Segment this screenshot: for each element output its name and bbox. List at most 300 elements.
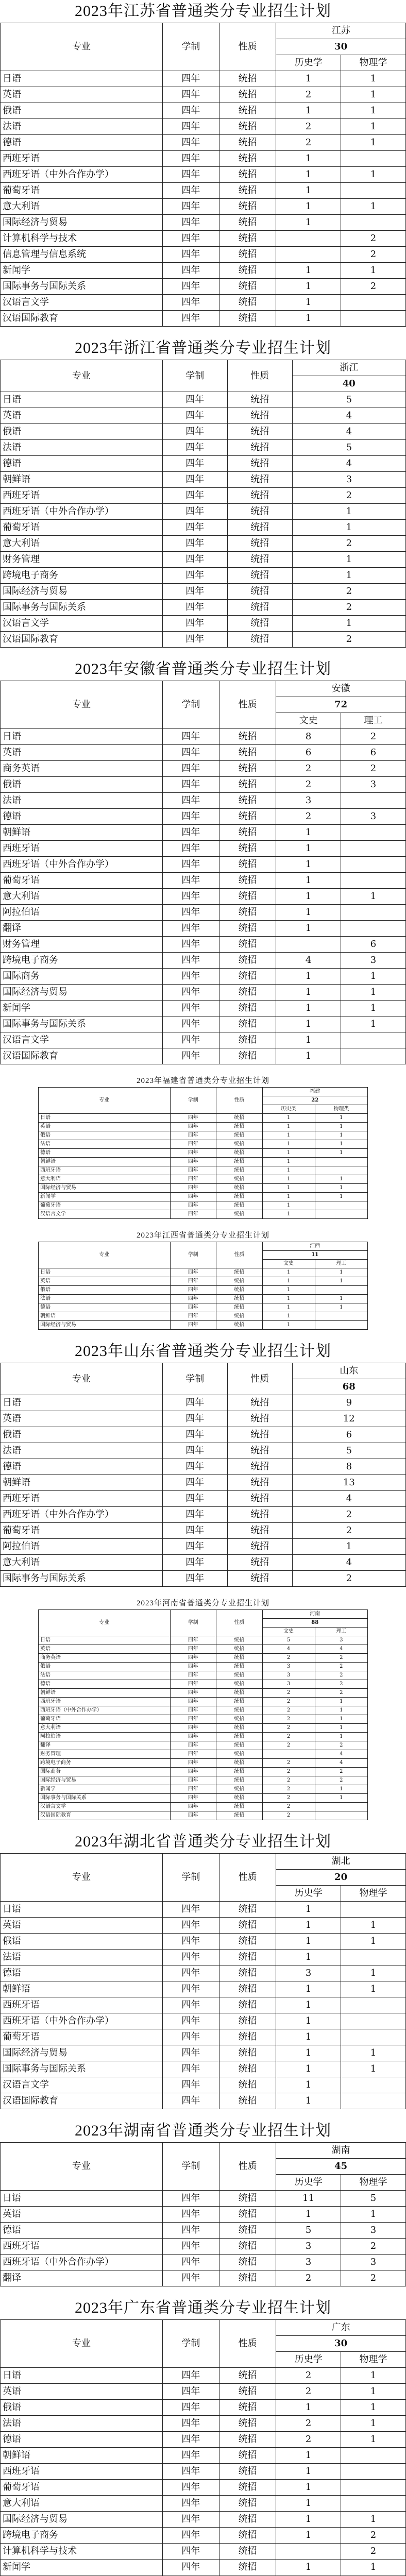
- quota-cell: 6: [341, 745, 406, 761]
- quota-cell: 4: [276, 953, 341, 969]
- quota-cell: 1: [315, 1184, 367, 1193]
- duration-cell: 四年: [162, 729, 219, 745]
- subject-type-header: 理工: [315, 1260, 367, 1268]
- header-row: [39, 1610, 368, 1619]
- table-row: [39, 1286, 368, 1295]
- quota-cell: [315, 1158, 367, 1166]
- quota-cell: 2: [315, 1776, 367, 1785]
- type-cell: 统招: [227, 600, 292, 616]
- subject-type-header: 理工: [315, 1628, 367, 1636]
- header-row: [1, 1854, 406, 1870]
- quota-cell: 1: [262, 1123, 315, 1131]
- plan-table: [0, 2142, 406, 2286]
- duration-cell: 四年: [162, 2448, 219, 2464]
- column-header: 专业: [39, 1610, 171, 1636]
- quota-cell: 1: [262, 1114, 315, 1123]
- major-cell: 国际经济与贸易: [1, 2045, 163, 2061]
- duration-cell: 四年: [162, 1918, 219, 1934]
- major-cell: 商务英语: [39, 1654, 171, 1663]
- column-header: 学制: [170, 1242, 216, 1268]
- table-row: [1, 87, 406, 103]
- duration-cell: 四年: [162, 1411, 227, 1427]
- quota-cell: 2: [276, 2432, 341, 2448]
- type-cell: 统招: [219, 167, 276, 183]
- province-header: 福建: [262, 1088, 368, 1096]
- duration-cell: 四年: [162, 1981, 219, 1997]
- quota-cell: 2: [262, 1706, 315, 1715]
- column-header: 学制: [162, 2320, 219, 2368]
- quota-cell: 1: [276, 2448, 341, 2464]
- quota-cell: 4: [262, 1645, 315, 1654]
- type-cell: 统招: [219, 2432, 276, 2448]
- duration-cell: 四年: [162, 825, 219, 841]
- type-cell: 统招: [216, 1794, 262, 1803]
- duration-cell: 四年: [170, 1671, 216, 1680]
- duration-cell: 四年: [170, 1759, 216, 1768]
- type-cell: 统招: [219, 263, 276, 279]
- quota-cell: 4: [292, 1555, 405, 1571]
- type-cell: 统招: [216, 1149, 262, 1158]
- quota-cell: 1: [341, 2512, 406, 2528]
- duration-cell: 四年: [170, 1698, 216, 1706]
- column-header: 性质: [219, 681, 276, 729]
- province-total: 20: [276, 1870, 406, 1886]
- major-cell: 俄语: [1, 1934, 163, 1950]
- plan-title: 2023年福建省普通类分专业招生计划: [136, 1077, 269, 1085]
- major-cell: 俄语: [1, 424, 163, 440]
- table-row: [1, 2384, 406, 2400]
- duration-cell: 四年: [162, 103, 219, 119]
- duration-cell: 四年: [162, 2400, 219, 2416]
- quota-cell: 1: [262, 1268, 315, 1277]
- type-cell: 统招: [216, 1158, 262, 1166]
- header-row: [1, 1363, 406, 1379]
- table-row: [1, 1001, 406, 1016]
- province-total: 88: [262, 1619, 368, 1628]
- duration-cell: 四年: [162, 2368, 219, 2384]
- quota-cell: 2: [262, 1794, 315, 1803]
- quota-cell: 1: [276, 2560, 341, 2575]
- type-cell: 统招: [216, 1741, 262, 1750]
- quota-cell: 1: [262, 1193, 315, 1201]
- quota-cell: 1: [276, 1902, 341, 1918]
- table-row: [1, 1981, 406, 1997]
- quota-cell: 1: [315, 1724, 367, 1733]
- column-header: 专业: [1, 360, 163, 392]
- quota-cell: 2: [341, 2270, 406, 2286]
- quota-cell: 5: [292, 1443, 405, 1459]
- major-cell: 英语: [1, 745, 163, 761]
- quota-cell: 4: [315, 1645, 367, 1654]
- table-row: [1, 632, 406, 648]
- major-cell: 国际经济与贸易: [39, 1776, 171, 1785]
- major-cell: 财务管理: [1, 552, 163, 568]
- quota-cell: 1: [315, 1268, 367, 1277]
- table-row: [39, 1671, 368, 1680]
- quota-cell: 2: [262, 1715, 315, 1724]
- table-row: [1, 2077, 406, 2093]
- table-row: [39, 1158, 368, 1166]
- header-row: [1, 360, 406, 376]
- duration-cell: 四年: [162, 616, 227, 632]
- table-row: [1, 199, 406, 215]
- major-cell: 新闻学: [39, 1785, 171, 1794]
- duration-cell: 四年: [162, 1902, 219, 1918]
- quota-cell: 1: [276, 151, 341, 167]
- quota-cell: 8: [276, 729, 341, 745]
- province-total: 11: [262, 1251, 368, 1260]
- plan-table: [0, 681, 406, 1064]
- table-row: [39, 1759, 368, 1768]
- quota-cell: 1: [262, 1201, 315, 1210]
- quota-cell: 2: [262, 1741, 315, 1750]
- duration-cell: 四年: [162, 2528, 219, 2544]
- table-row: [39, 1706, 368, 1715]
- type-cell: 统招: [219, 2448, 276, 2464]
- quota-cell: [315, 1312, 367, 1321]
- duration-cell: 四年: [162, 1427, 227, 1443]
- major-cell: 新闻学: [1, 1001, 163, 1016]
- table-row: [1, 488, 406, 504]
- quota-cell: 2: [315, 1680, 367, 1689]
- header-row: [1, 2320, 406, 2336]
- subject-type-header: 物理学: [341, 2352, 406, 2368]
- type-cell: 统招: [219, 2480, 276, 2496]
- quota-cell: [341, 2093, 406, 2109]
- quota-cell: [341, 841, 406, 857]
- quota-cell: 1: [315, 1193, 367, 1201]
- column-header: 专业: [1, 1854, 163, 1902]
- major-cell: 葡萄牙语: [39, 1715, 171, 1724]
- major-cell: 葡萄牙语: [1, 873, 163, 889]
- major-cell: 日语: [39, 1636, 171, 1645]
- quota-cell: 1: [276, 1032, 341, 1048]
- quota-cell: [341, 1032, 406, 1048]
- type-cell: 统招: [227, 488, 292, 504]
- quota-cell: 1: [276, 1001, 341, 1016]
- table-row: [1, 921, 406, 937]
- column-header: 学制: [170, 1610, 216, 1636]
- quota-cell: 2: [276, 135, 341, 151]
- major-cell: 法语: [39, 1295, 171, 1303]
- major-cell: 英语: [1, 1411, 163, 1427]
- quota-cell: 2: [315, 1768, 367, 1776]
- quota-cell: 1: [341, 103, 406, 119]
- table-row: [1, 2560, 406, 2575]
- major-cell: 新闻学: [1, 263, 163, 279]
- major-cell: 西班牙语: [1, 2464, 163, 2480]
- subject-type-header: 文史: [262, 1628, 315, 1636]
- table-row: [39, 1268, 368, 1277]
- type-cell: 统招: [227, 1395, 292, 1411]
- subject-type-header: 文史: [276, 713, 341, 729]
- type-cell: 统招: [227, 552, 292, 568]
- type-cell: 统招: [219, 2191, 276, 2207]
- quota-cell: 1: [341, 1981, 406, 1997]
- major-cell: 法语: [1, 119, 163, 135]
- quota-cell: 3: [341, 809, 406, 825]
- quota-cell: [262, 1750, 315, 1759]
- duration-cell: 四年: [162, 1459, 227, 1475]
- quota-cell: 2: [292, 536, 405, 552]
- table-row: [1, 905, 406, 921]
- table-row: [39, 1123, 368, 1131]
- major-cell: 法语: [39, 1671, 171, 1680]
- table-row: [39, 1750, 368, 1759]
- type-cell: 统招: [216, 1663, 262, 1671]
- major-cell: 跨境电子商务: [1, 568, 163, 584]
- quota-cell: 1: [315, 1715, 367, 1724]
- duration-cell: 四年: [170, 1715, 216, 1724]
- major-cell: 国际事务与国际关系: [1, 600, 163, 616]
- quota-cell: 13: [292, 1475, 405, 1491]
- quota-cell: 1: [341, 889, 406, 905]
- quota-cell: 2: [276, 2384, 341, 2400]
- table-row: [1, 183, 406, 199]
- province-total: 30: [276, 2336, 406, 2352]
- duration-cell: 四年: [170, 1131, 216, 1140]
- quota-cell: 1: [292, 552, 405, 568]
- table-row: [39, 1803, 368, 1811]
- table-row: [1, 1965, 406, 1981]
- quota-cell: 1: [276, 905, 341, 921]
- major-cell: 朝鲜语: [1, 1981, 163, 1997]
- major-cell: 汉语言文学: [1, 295, 163, 311]
- duration-cell: 四年: [162, 1475, 227, 1491]
- subject-type-header: 物理学: [341, 1886, 406, 1902]
- major-cell: 英语: [1, 2207, 163, 2223]
- quota-cell: 3: [341, 777, 406, 793]
- quota-cell: [315, 1803, 367, 1811]
- quota-cell: 4: [315, 1750, 367, 1759]
- type-cell: 统招: [219, 809, 276, 825]
- type-cell: 统招: [227, 1571, 292, 1587]
- major-cell: 翻译: [39, 1741, 171, 1750]
- table-row: [39, 1210, 368, 1219]
- plan-section-shandong: [0, 1340, 406, 1587]
- type-cell: 统招: [216, 1785, 262, 1794]
- column-header: 性质: [219, 1854, 276, 1902]
- quota-cell: 1: [315, 1131, 367, 1140]
- table-row: [1, 2270, 406, 2286]
- type-cell: 统招: [219, 1965, 276, 1981]
- quota-cell: 4: [292, 1491, 405, 1507]
- column-header: 性质: [219, 23, 276, 71]
- major-cell: 法语: [1, 1950, 163, 1965]
- type-cell: 统招: [219, 2239, 276, 2255]
- major-cell: 计算机科学与技术: [1, 231, 163, 247]
- province-header: 江苏: [276, 23, 406, 39]
- quota-cell: 1: [276, 71, 341, 87]
- quota-cell: 2: [262, 1759, 315, 1768]
- table-row: [1, 311, 406, 327]
- major-cell: 英语: [1, 1918, 163, 1934]
- table-row: [39, 1645, 368, 1654]
- duration-cell: 四年: [170, 1645, 216, 1654]
- province-total: 45: [276, 2159, 406, 2175]
- quota-cell: [341, 2013, 406, 2029]
- major-cell: 汉语言文学: [1, 616, 163, 632]
- type-cell: 统招: [227, 1491, 292, 1507]
- plan-table: [0, 1363, 406, 1587]
- quota-cell: 2: [276, 761, 341, 777]
- major-cell: 国际商务: [39, 1768, 171, 1776]
- type-cell: 统招: [227, 1427, 292, 1443]
- table-row: [39, 1193, 368, 1201]
- table-row: [1, 568, 406, 584]
- province-header: 浙江: [292, 360, 405, 376]
- duration-cell: 四年: [162, 2496, 219, 2512]
- duration-cell: 四年: [162, 2191, 219, 2207]
- table-row: [1, 552, 406, 568]
- type-cell: 统招: [227, 440, 292, 456]
- duration-cell: 四年: [170, 1268, 216, 1277]
- table-row: [1, 536, 406, 552]
- quota-cell: 1: [276, 1997, 341, 2013]
- quota-cell: 5: [276, 2223, 341, 2239]
- quota-cell: 1: [315, 1149, 367, 1158]
- type-cell: 统招: [219, 2528, 276, 2544]
- quota-cell: 8: [292, 1459, 405, 1475]
- quota-cell: 1: [341, 2416, 406, 2432]
- quota-cell: 1: [276, 1016, 341, 1032]
- quota-cell: 1: [276, 2013, 341, 2029]
- quota-cell: 2: [276, 87, 341, 103]
- quota-cell: 5: [262, 1636, 315, 1645]
- column-header: 学制: [162, 681, 219, 729]
- major-cell: 西班牙语（中外合作办学）: [1, 1507, 163, 1523]
- quota-cell: 1: [292, 1539, 405, 1555]
- table-row: [39, 1636, 368, 1645]
- major-cell: 阿拉伯语: [39, 1733, 171, 1741]
- duration-cell: 四年: [170, 1295, 216, 1303]
- major-cell: 俄语: [1, 103, 163, 119]
- duration-cell: 四年: [170, 1811, 216, 1820]
- type-cell: 统招: [216, 1698, 262, 1706]
- duration-cell: 四年: [170, 1803, 216, 1811]
- major-cell: 西班牙语（中外合作办学）: [1, 167, 163, 183]
- type-cell: 统招: [219, 1981, 276, 1997]
- type-cell: 统招: [219, 199, 276, 215]
- table-row: [1, 1016, 406, 1032]
- duration-cell: 四年: [170, 1123, 216, 1131]
- duration-cell: 四年: [162, 1443, 227, 1459]
- quota-cell: 4: [292, 408, 405, 424]
- quota-cell: 1: [315, 1277, 367, 1286]
- subject-type-header: 历史学: [276, 1886, 341, 1902]
- type-cell: 统招: [227, 1539, 292, 1555]
- duration-cell: 四年: [162, 873, 219, 889]
- type-cell: 统招: [219, 745, 276, 761]
- major-cell: 财务管理: [39, 1750, 171, 1759]
- type-cell: 统招: [219, 71, 276, 87]
- type-cell: 统招: [216, 1768, 262, 1776]
- quota-cell: [341, 2448, 406, 2464]
- type-cell: 统招: [216, 1811, 262, 1820]
- major-cell: 法语: [1, 440, 163, 456]
- quota-cell: 1: [276, 2528, 341, 2544]
- table-row: [1, 616, 406, 632]
- major-cell: 俄语: [39, 1663, 171, 1671]
- plan-table: [0, 1853, 406, 2109]
- column-header: 专业: [1, 2320, 163, 2368]
- quota-cell: [341, 905, 406, 921]
- major-cell: 汉语言文学: [1, 2077, 163, 2093]
- table-row: [39, 1201, 368, 1210]
- table-row: [1, 2207, 406, 2223]
- table-row: [39, 1794, 368, 1803]
- plan-table: [38, 1242, 368, 1330]
- quota-cell: 1: [341, 135, 406, 151]
- plan-title: 2023年江西省普通类分专业招生计划: [136, 1231, 269, 1240]
- column-header: 性质: [219, 2143, 276, 2191]
- major-cell: 俄语: [39, 1286, 171, 1295]
- major-cell: 葡萄牙语: [1, 2480, 163, 2496]
- quota-cell: 2: [262, 1776, 315, 1785]
- type-cell: 统招: [219, 2512, 276, 2528]
- quota-cell: 12: [292, 1411, 405, 1427]
- type-cell: 统招: [227, 1555, 292, 1571]
- quota-cell: 1: [341, 2400, 406, 2416]
- major-cell: 葡萄牙语: [1, 1523, 163, 1539]
- major-cell: 德语: [1, 2223, 163, 2239]
- plan-section-anhui: [0, 658, 406, 1064]
- quota-cell: [315, 1166, 367, 1175]
- duration-cell: 四年: [162, 2207, 219, 2223]
- quota-cell: 2: [292, 600, 405, 616]
- major-cell: 阿拉伯语: [1, 1539, 163, 1555]
- table-row: [1, 103, 406, 119]
- table-row: [1, 1997, 406, 2013]
- type-cell: 统招: [219, 2496, 276, 2512]
- duration-cell: 四年: [162, 504, 227, 520]
- quota-cell: 1: [341, 1934, 406, 1950]
- duration-cell: 四年: [170, 1706, 216, 1715]
- duration-cell: 四年: [162, 1539, 227, 1555]
- duration-cell: 四年: [170, 1689, 216, 1698]
- duration-cell: 四年: [170, 1768, 216, 1776]
- major-cell: 翻译: [1, 2270, 163, 2286]
- quota-cell: 2: [262, 1698, 315, 1706]
- quota-cell: [315, 1321, 367, 1330]
- quota-cell: 1: [341, 1918, 406, 1934]
- table-row: [1, 472, 406, 488]
- type-cell: 统招: [219, 2013, 276, 2029]
- table-row: [1, 424, 406, 440]
- duration-cell: 四年: [162, 584, 227, 600]
- quota-cell: 3: [262, 1671, 315, 1680]
- duration-cell: 四年: [162, 231, 219, 247]
- quota-cell: 1: [315, 1698, 367, 1706]
- quota-cell: 2: [276, 2368, 341, 2384]
- quota-cell: 3: [341, 953, 406, 969]
- table-row: [1, 1491, 406, 1507]
- table-row: [1, 1934, 406, 1950]
- table-row: [1, 263, 406, 279]
- duration-cell: 四年: [170, 1201, 216, 1210]
- header-row: [1, 2143, 406, 2159]
- table-row: [1, 985, 406, 1001]
- type-cell: 统招: [219, 2029, 276, 2045]
- quota-cell: [315, 1201, 367, 1210]
- duration-cell: 四年: [162, 905, 219, 921]
- major-cell: 英语: [39, 1277, 171, 1286]
- duration-cell: 四年: [162, 889, 219, 905]
- type-cell: 统招: [216, 1724, 262, 1733]
- quota-cell: [341, 2496, 406, 2512]
- table-row: [1, 1411, 406, 1427]
- major-cell: 国际经济与贸易: [1, 215, 163, 231]
